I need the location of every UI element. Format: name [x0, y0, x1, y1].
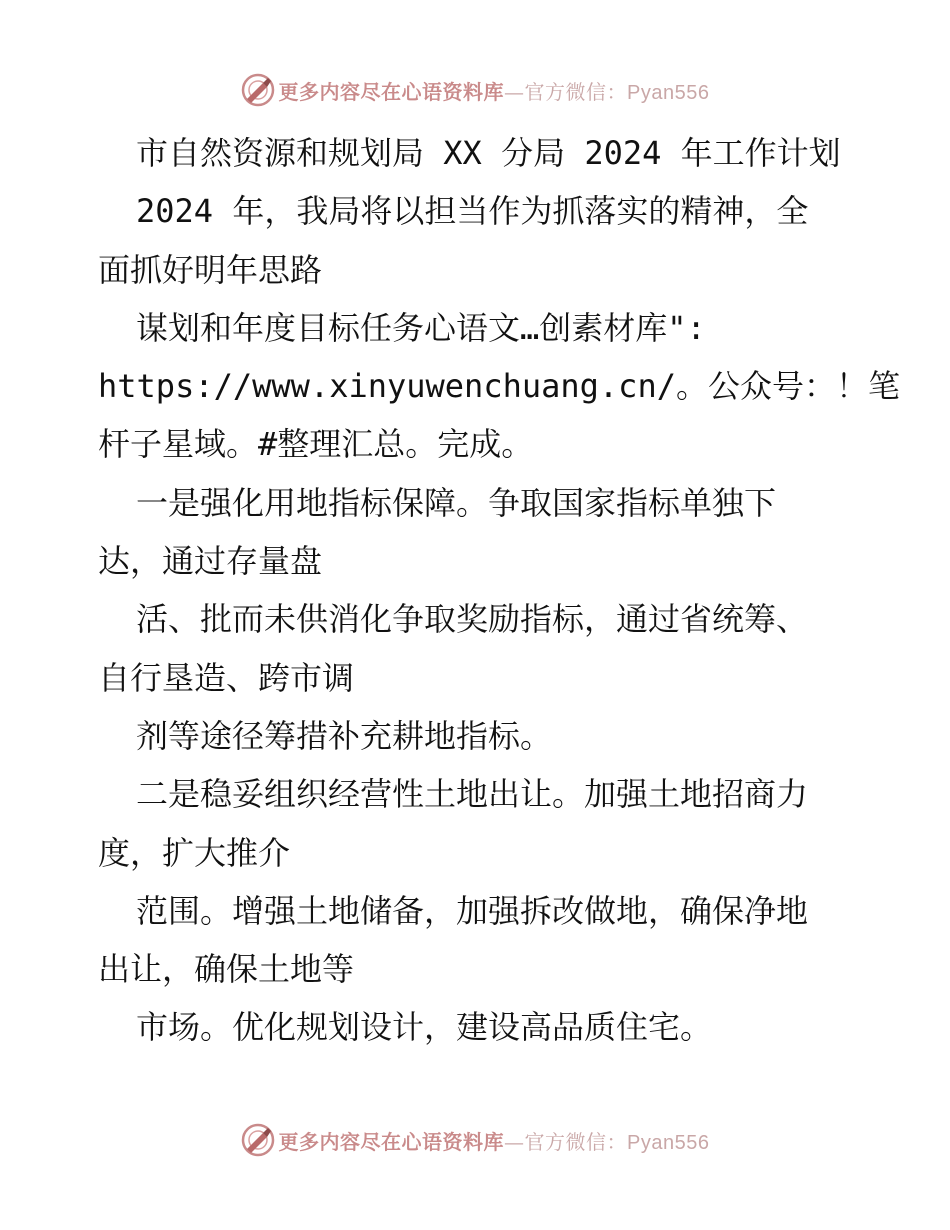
- paragraph-line: 市场。优化规划设计，建设高品质住宅。: [136, 1008, 713, 1047]
- footer-wechat-id: Pyan556: [627, 1131, 710, 1154]
- paragraph-line: https://www.xinyuwenchuang.cn/。公众号：！笔: [98, 367, 900, 406]
- paragraph-line: 二是稳妥组织经营性土地出让。加强土地招商力: [136, 775, 809, 814]
- header-banner: [0, 70, 950, 110]
- footer-brand: 更多内容尽在心语资料库: [278, 1129, 505, 1154]
- paragraph-line: 活、批而未供消化争取奖励指标，通过省统筹、: [136, 600, 809, 639]
- header-separator: —: [504, 79, 525, 104]
- paragraph-line: 一是强化用地指标保障。争取国家指标单独下: [136, 483, 777, 522]
- footer-banner: [0, 1120, 950, 1160]
- paragraph-line: 达，通过存量盘: [98, 542, 323, 581]
- paragraph-line: 剂等途径筹措补充耕地指标。: [136, 716, 553, 755]
- brand-logo-icon: [241, 1123, 275, 1157]
- paragraph-line: 度，扩大推介: [98, 833, 291, 872]
- paragraph-line: 2024 年，我局将以担当作为抓落实的精神，全: [136, 192, 809, 231]
- paragraph-line: 范围。增强土地储备，加强拆改做地，确保净地: [136, 891, 809, 930]
- document-body: [98, 124, 900, 1057]
- paragraph-line: 杆子星域。#整理汇总。完成。: [98, 425, 534, 464]
- brand-logo-icon: [241, 73, 275, 107]
- paragraph-line: 面抓好明年思路: [98, 250, 323, 289]
- footer-separator: —: [504, 1129, 525, 1154]
- paragraph-line: 自行垦造、跨市调: [98, 658, 355, 697]
- footer-banner-text: [279, 1126, 710, 1155]
- header-brand: 更多内容尽在心语资料库: [278, 79, 505, 104]
- header-wechat-id: Pyan556: [627, 81, 710, 104]
- paragraph-line: 谋划和年度目标任务心语文…创素材库":: [136, 308, 706, 347]
- header-banner-text: [279, 76, 710, 105]
- document-title: 市自然资源和规划局 XX 分局 2024 年工作计划: [136, 134, 841, 172]
- header-wechat-label: 官方微信：: [524, 79, 628, 104]
- footer-wechat-label: 官方微信：: [524, 1129, 628, 1154]
- paragraph-line: 出让，确保土地等: [98, 950, 355, 989]
